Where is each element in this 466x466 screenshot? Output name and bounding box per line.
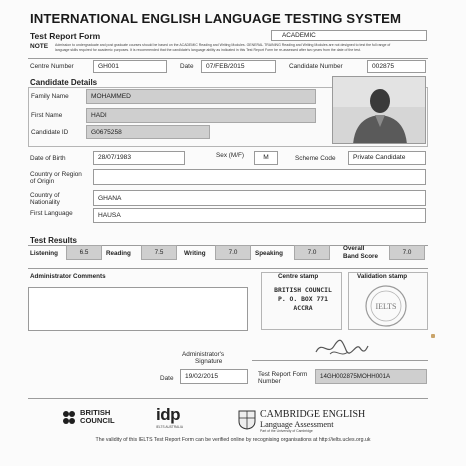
cambridge-logo-title: CAMBRIDGE ENGLISH <box>260 409 366 420</box>
mark <box>431 334 435 338</box>
cambridge-logo-tagline: Part of the University of Cambridge <box>260 429 313 433</box>
listening-label: Listening <box>30 250 58 257</box>
country-origin-field <box>93 169 426 185</box>
nationality-label: Country of <box>30 192 60 199</box>
date-label: Date <box>180 63 194 70</box>
overall-band-score: 7.0 <box>389 245 425 260</box>
signature-label: Administrator's <box>182 351 225 358</box>
british-council-logo <box>80 409 115 425</box>
centre-stamp-line: BRITISH COUNCIL <box>274 286 332 294</box>
scheme-code-label: Scheme Code <box>295 155 336 162</box>
administrator-comments-heading: Administrator Comments <box>30 273 106 280</box>
sex-field: M <box>254 151 278 165</box>
sex-label: Sex (M/F) <box>216 152 245 159</box>
candidate-id-label: Candidate ID <box>31 129 69 136</box>
admin-date-label: Date <box>160 375 174 382</box>
centre-stamp-heading: Centre stamp <box>278 273 319 280</box>
note-label: NOTE <box>30 43 49 50</box>
writing-score: 7.0 <box>215 245 251 260</box>
overall-label: Overall <box>343 245 365 252</box>
reading-score: 7.5 <box>141 245 177 260</box>
scheme-code-field: Private Candidate <box>348 151 426 165</box>
idp-logo: idp <box>156 405 180 424</box>
candidate-photo <box>332 76 426 144</box>
british-council-logo-line: BRITISH <box>80 408 111 417</box>
divider <box>28 398 428 399</box>
candidate-photo-image <box>333 77 426 144</box>
overall-label-2: Band Score <box>343 253 378 260</box>
british-council-logo-icon <box>62 410 80 426</box>
signature-line <box>252 360 428 361</box>
signature-label-2: Signature <box>195 358 223 365</box>
first-language-field: HAUSA <box>93 208 426 223</box>
centre-number-field: GH001 <box>93 60 167 73</box>
divider <box>28 268 428 269</box>
nationality-label-2: Nationality <box>30 199 60 206</box>
candidate-number-label: Candidate Number <box>289 63 343 70</box>
first-name-label: First Name <box>31 112 63 119</box>
divider <box>28 58 428 59</box>
administrator-comments-box <box>28 287 248 331</box>
validation-stamp-heading: Validation stamp <box>357 273 408 280</box>
centre-stamp <box>272 286 334 313</box>
writing-label: Writing <box>184 250 206 257</box>
country-origin-label-2: of Origin <box>30 178 55 185</box>
country-origin-label: Country or Region <box>30 171 82 178</box>
test-date-field: 07/FEB/2015 <box>201 60 276 73</box>
british-council-logo-line: COUNCIL <box>80 416 115 425</box>
candidate-number-field: 002875 <box>367 60 426 73</box>
cambridge-crest-icon <box>238 410 256 430</box>
speaking-label: Speaking <box>255 250 283 257</box>
note-text: Admission to undergraduate and post graduate courses should be based on the ACADEMIC Reading and Writing Modules. GENERAL TRAINING Reading and Writing Modules are not designed to test the full range of language skills required for academic purposes. It is recommended that the candidate's language ability as indicated in this Test Report Form be re-assessed after two years from the date of the test. <box>55 43 391 52</box>
family-name-label: Family Name <box>31 93 69 100</box>
trf-number-label: Test Report Form <box>258 371 308 378</box>
document-title: INTERNATIONAL ENGLISH LANGUAGE TESTING SYSTEM <box>30 11 402 26</box>
dob-label: Date of Birth <box>30 155 66 162</box>
dob-field: 28/07/1983 <box>93 151 185 165</box>
validation-stamp-seal <box>364 284 408 328</box>
centre-stamp-line: ACCRA <box>293 304 313 312</box>
admin-date-field: 19/02/2015 <box>180 369 248 384</box>
idp-logo-subtitle: IELTS AUSTRALIA <box>156 425 184 429</box>
speaking-score: 7.0 <box>294 245 330 260</box>
form-name: Test Report Form <box>30 31 101 41</box>
reading-label: Reading <box>106 250 131 257</box>
cambridge-logo-subtitle: Language Assessment <box>260 420 334 429</box>
nationality-field: GHANA <box>93 190 426 206</box>
administrator-signature <box>312 336 370 360</box>
footer-verification-text: The validity of this IELTS Test Report Form can be verified online by recognising organisations at http://ielts.ucles.org.uk <box>95 437 371 443</box>
trf-number-label-2: Number <box>258 378 281 385</box>
centre-stamp-line: P. O. BOX 771 <box>277 295 329 303</box>
family-name-field: MOHAMMED <box>86 89 316 104</box>
test-results-heading: Test Results <box>30 236 77 245</box>
candidate-details-heading: Candidate Details <box>30 78 98 87</box>
trf-number-field: 14GH002875MOHH001A <box>315 369 427 384</box>
listening-score: 6.5 <box>66 245 102 260</box>
first-name-field: HADI <box>86 108 316 123</box>
validation-stamp-text: IELTS <box>375 302 397 311</box>
centre-number-label: Centre Number <box>30 63 74 70</box>
module-field: ACADEMIC <box>271 30 427 41</box>
first-language-label: First Language <box>30 210 73 217</box>
candidate-id-field: G0675258 <box>86 125 210 139</box>
